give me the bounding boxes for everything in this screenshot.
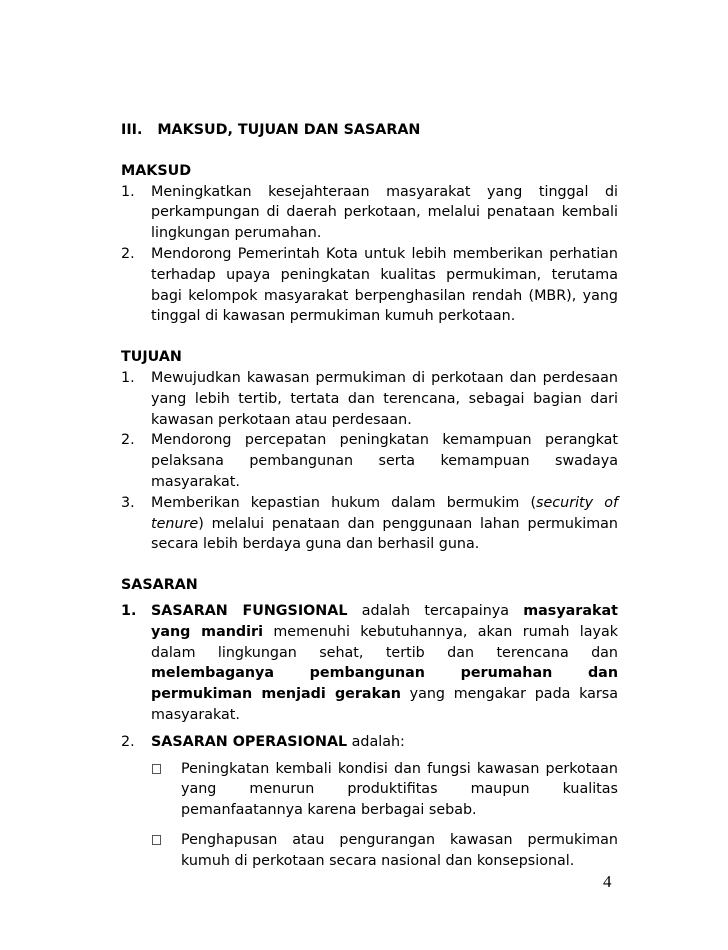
- sasaran-item-fungsional: [121, 601, 618, 726]
- maksud-item: [121, 244, 618, 327]
- tujuan-item: [121, 368, 618, 430]
- item-text-italic: security of tenure: [151, 494, 618, 532]
- square-bullet-icon: [152, 764, 161, 774]
- item-text: Meningkatkan kesejahteraan masyarakat yang tinggal di perkampungan di daerah perkotaan, melalui penataan kembali lingkungan perumahan.: [151, 183, 618, 242]
- item-text-part: Memberikan kepastian hukum dalam bermukim (: [151, 494, 537, 511]
- tujuan-item: [121, 493, 618, 555]
- item-number: 2.: [121, 245, 135, 262]
- sasaran-heading: SASARAN: [121, 577, 198, 594]
- bullet-text: Peningkatan kembali kondisi dan fungsi kawasan perkotaan yang menurun produktifitas maupun kualitas pemanfaatannya karena berbagai sebab.: [181, 760, 618, 819]
- item-text-bold: masyarakat yang mandiri: [151, 602, 618, 640]
- item-text: [151, 493, 618, 555]
- bullet-item: [121, 759, 618, 821]
- item-number: 3.: [121, 494, 135, 511]
- item-text: [151, 732, 618, 753]
- item-number: 1.: [121, 602, 137, 619]
- page-content: [121, 120, 618, 872]
- tujuan-heading: TUJUAN: [121, 349, 182, 366]
- section-title: III. MAKSUD, TUJUAN DAN SASARAN: [121, 122, 421, 138]
- sasaran-item-operasional: [121, 732, 618, 753]
- tujuan-item: [121, 430, 618, 492]
- page-number: 4: [603, 872, 612, 891]
- bullet-text: Penghapusan atau pengurangan kawasan permukiman kumuh di perkotaan secara nasional dan konsepsional.: [181, 831, 618, 869]
- bullet-item: [121, 830, 618, 872]
- item-text-part: adalah:: [347, 733, 405, 750]
- maksud-item: [121, 182, 618, 244]
- item-text: [151, 601, 618, 726]
- item-number: 2.: [121, 733, 135, 750]
- maksud-heading: MAKSUD: [121, 162, 192, 179]
- item-text: Mewujudkan kawasan permukiman di perkotaan dan perdesaan yang lebih tertib, tertata dan terencana, sebagai bagian dari kawasan perkotaan atau perdesaan.: [151, 369, 618, 428]
- item-text-part: yang mengakar pada karsa masyarakat.: [151, 686, 619, 723]
- item-text-bold: SASARAN OPERASIONAL: [151, 733, 348, 750]
- item-text-part: adalah tercapainya: [347, 602, 524, 619]
- item-text-part: ) melalui penataan dan penggunaan lahan permukiman secara lebih berdaya guna dan berhasil guna.: [151, 515, 618, 553]
- square-bullet-icon: [152, 835, 161, 845]
- item-text-bold: melembaganya pembangunan perumahan dan permukiman menjadi gerakan: [151, 665, 618, 703]
- item-number: 1.: [121, 369, 135, 386]
- item-text: Mendorong Pemerintah Kota untuk lebih memberikan perhatian terhadap upaya peningkatan kualitas permukiman, terutama bagi kelompok masyarakat berpenghasilan rendah (MBR), yang tinggal di kawasan permukiman kumuh perkotaan.: [151, 245, 618, 325]
- item-text-bold: SASARAN FUNGSIONAL: [151, 602, 348, 619]
- item-number: 2.: [121, 432, 135, 449]
- item-number: 1.: [121, 183, 135, 200]
- item-text-part: memenuhi kebutuhannya, akan rumah layak dalam lingkungan sehat, tertib dan terencana dan: [151, 623, 618, 661]
- item-text: Mendorong percepatan peningkatan kemampuan perangkat pelaksana pembangunan serta kemampuan swadaya masyarakat.: [151, 432, 618, 490]
